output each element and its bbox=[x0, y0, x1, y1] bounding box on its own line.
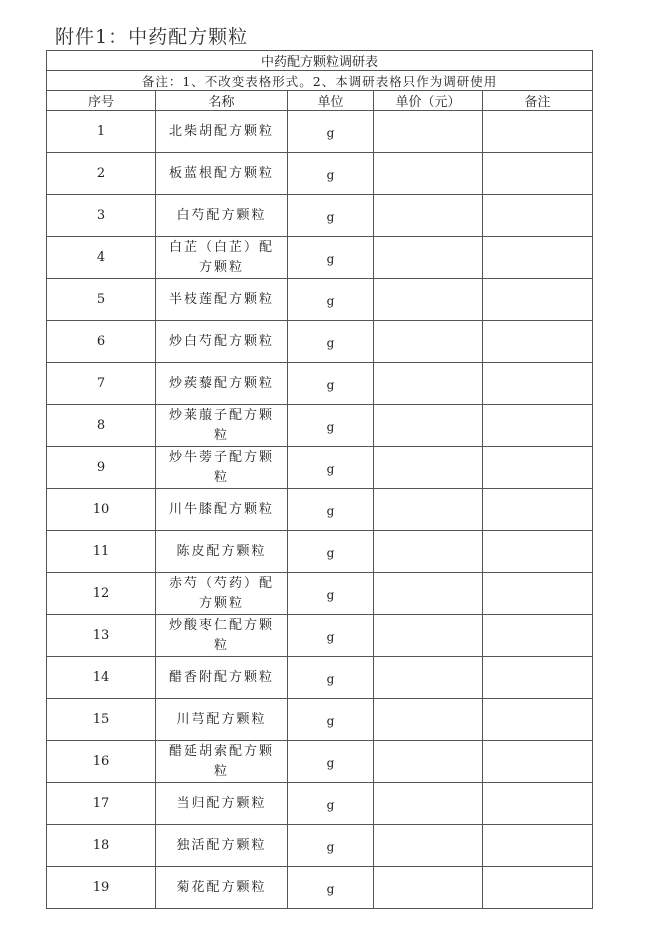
row-unit-cell: g bbox=[288, 741, 374, 783]
table-row bbox=[47, 657, 593, 699]
table-row bbox=[47, 279, 593, 321]
table-row bbox=[47, 111, 593, 153]
row-unit-cell: g bbox=[288, 615, 374, 657]
row-seq-cell: 3 bbox=[47, 195, 156, 237]
survey-table-body bbox=[47, 51, 593, 909]
row-name-cell: 川芎配方颗粒 bbox=[156, 699, 288, 741]
row-seq-cell: 10 bbox=[47, 489, 156, 531]
row-price-cell[interactable] bbox=[374, 111, 483, 153]
table-row bbox=[47, 363, 593, 405]
row-remark-cell[interactable] bbox=[483, 447, 593, 489]
row-remark-cell[interactable] bbox=[483, 489, 593, 531]
table-title: 中药配方颗粒调研表 bbox=[47, 51, 593, 71]
row-remark-cell[interactable] bbox=[483, 321, 593, 363]
row-seq-cell: 1 bbox=[47, 111, 156, 153]
row-name-cell: 炒牛蒡子配方颗粒 bbox=[156, 447, 288, 489]
table-row bbox=[47, 237, 593, 279]
table-row bbox=[47, 405, 593, 447]
row-remark-cell[interactable] bbox=[483, 195, 593, 237]
row-price-cell[interactable] bbox=[374, 363, 483, 405]
row-name-cell: 赤芍（芍药）配方颗粒 bbox=[156, 573, 288, 615]
row-remark-cell[interactable] bbox=[483, 783, 593, 825]
row-unit-cell: g bbox=[288, 867, 374, 909]
table-row bbox=[47, 447, 593, 489]
row-name-cell: 白芷（白芷）配方颗粒 bbox=[156, 237, 288, 279]
row-price-cell[interactable] bbox=[374, 867, 483, 909]
row-remark-cell[interactable] bbox=[483, 111, 593, 153]
row-price-cell[interactable] bbox=[374, 153, 483, 195]
row-price-cell[interactable] bbox=[374, 531, 483, 573]
row-remark-cell[interactable] bbox=[483, 363, 593, 405]
row-name-cell: 川牛膝配方颗粒 bbox=[156, 489, 288, 531]
row-price-cell[interactable] bbox=[374, 279, 483, 321]
row-seq-cell: 2 bbox=[47, 153, 156, 195]
row-seq-cell: 4 bbox=[47, 237, 156, 279]
row-seq-cell: 19 bbox=[47, 867, 156, 909]
row-name-cell: 炒莱菔子配方颗粒 bbox=[156, 405, 288, 447]
table-note: 备注：1、不改变表格形式。2、本调研表格只作为调研使用 bbox=[47, 71, 593, 91]
row-remark-cell[interactable] bbox=[483, 657, 593, 699]
row-name-cell: 炒酸枣仁配方颗粒 bbox=[156, 615, 288, 657]
survey-table bbox=[46, 50, 593, 909]
table-row bbox=[47, 699, 593, 741]
row-unit-cell: g bbox=[288, 279, 374, 321]
page-title: 附件1：中药配方颗粒 bbox=[55, 26, 249, 48]
table-row bbox=[47, 783, 593, 825]
table-row bbox=[47, 195, 593, 237]
row-name-cell: 炒白芍配方颗粒 bbox=[156, 321, 288, 363]
table-row bbox=[47, 489, 593, 531]
row-seq-cell: 17 bbox=[47, 783, 156, 825]
row-name-cell: 当归配方颗粒 bbox=[156, 783, 288, 825]
row-unit-cell: g bbox=[288, 531, 374, 573]
row-unit-cell: g bbox=[288, 363, 374, 405]
row-unit-cell: g bbox=[288, 111, 374, 153]
header-name: 名称 bbox=[156, 91, 288, 111]
row-name-cell: 菊花配方颗粒 bbox=[156, 867, 288, 909]
table-row bbox=[47, 615, 593, 657]
row-remark-cell[interactable] bbox=[483, 699, 593, 741]
row-unit-cell: g bbox=[288, 447, 374, 489]
row-unit-cell: g bbox=[288, 573, 374, 615]
row-unit-cell: g bbox=[288, 783, 374, 825]
row-unit-cell: g bbox=[288, 405, 374, 447]
row-unit-cell: g bbox=[288, 153, 374, 195]
row-name-cell: 陈皮配方颗粒 bbox=[156, 531, 288, 573]
row-unit-cell: g bbox=[288, 657, 374, 699]
row-seq-cell: 13 bbox=[47, 615, 156, 657]
row-seq-cell: 18 bbox=[47, 825, 156, 867]
row-name-cell: 板蓝根配方颗粒 bbox=[156, 153, 288, 195]
table-row bbox=[47, 741, 593, 783]
row-price-cell[interactable] bbox=[374, 195, 483, 237]
row-seq-cell: 16 bbox=[47, 741, 156, 783]
row-price-cell[interactable] bbox=[374, 321, 483, 363]
row-seq-cell: 14 bbox=[47, 657, 156, 699]
row-remark-cell[interactable] bbox=[483, 153, 593, 195]
row-name-cell: 醋香附配方颗粒 bbox=[156, 657, 288, 699]
row-seq-cell: 5 bbox=[47, 279, 156, 321]
header-remark: 备注 bbox=[483, 91, 593, 111]
row-name-cell: 北柴胡配方颗粒 bbox=[156, 111, 288, 153]
row-seq-cell: 6 bbox=[47, 321, 156, 363]
row-remark-cell[interactable] bbox=[483, 825, 593, 867]
row-name-cell: 白芍配方颗粒 bbox=[156, 195, 288, 237]
row-seq-cell: 9 bbox=[47, 447, 156, 489]
row-seq-cell: 15 bbox=[47, 699, 156, 741]
row-price-cell[interactable] bbox=[374, 447, 483, 489]
row-name-cell: 醋延胡索配方颗粒 bbox=[156, 741, 288, 783]
row-price-cell[interactable] bbox=[374, 783, 483, 825]
header-price: 单价（元） bbox=[374, 91, 483, 111]
table-row bbox=[47, 825, 593, 867]
row-price-cell[interactable] bbox=[374, 657, 483, 699]
table-header-row bbox=[47, 91, 593, 111]
row-remark-cell[interactable] bbox=[483, 867, 593, 909]
row-price-cell[interactable] bbox=[374, 741, 483, 783]
row-unit-cell: g bbox=[288, 321, 374, 363]
row-remark-cell[interactable] bbox=[483, 237, 593, 279]
row-name-cell: 独活配方颗粒 bbox=[156, 825, 288, 867]
row-remark-cell[interactable] bbox=[483, 405, 593, 447]
table-row bbox=[47, 573, 593, 615]
row-price-cell[interactable] bbox=[374, 489, 483, 531]
row-price-cell[interactable] bbox=[374, 405, 483, 447]
header-seq: 序号 bbox=[47, 91, 156, 111]
table-row bbox=[47, 531, 593, 573]
row-seq-cell: 8 bbox=[47, 405, 156, 447]
row-name-cell: 炒蒺藜配方颗粒 bbox=[156, 363, 288, 405]
row-remark-cell[interactable] bbox=[483, 573, 593, 615]
row-seq-cell: 12 bbox=[47, 573, 156, 615]
row-remark-cell[interactable] bbox=[483, 531, 593, 573]
row-price-cell[interactable] bbox=[374, 825, 483, 867]
table-note-row bbox=[47, 71, 593, 91]
row-price-cell[interactable] bbox=[374, 699, 483, 741]
header-unit: 单位 bbox=[288, 91, 374, 111]
table-row bbox=[47, 867, 593, 909]
row-seq-cell: 7 bbox=[47, 363, 156, 405]
row-price-cell[interactable] bbox=[374, 237, 483, 279]
row-unit-cell: g bbox=[288, 489, 374, 531]
row-unit-cell: g bbox=[288, 825, 374, 867]
table-title-row bbox=[47, 51, 593, 71]
row-seq-cell: 11 bbox=[47, 531, 156, 573]
table-row bbox=[47, 153, 593, 195]
table-row bbox=[47, 321, 593, 363]
row-unit-cell: g bbox=[288, 195, 374, 237]
row-remark-cell[interactable] bbox=[483, 279, 593, 321]
row-price-cell[interactable] bbox=[374, 615, 483, 657]
row-remark-cell[interactable] bbox=[483, 615, 593, 657]
row-name-cell: 半枝莲配方颗粒 bbox=[156, 279, 288, 321]
row-price-cell[interactable] bbox=[374, 573, 483, 615]
row-unit-cell: g bbox=[288, 237, 374, 279]
row-unit-cell: g bbox=[288, 699, 374, 741]
row-remark-cell[interactable] bbox=[483, 741, 593, 783]
